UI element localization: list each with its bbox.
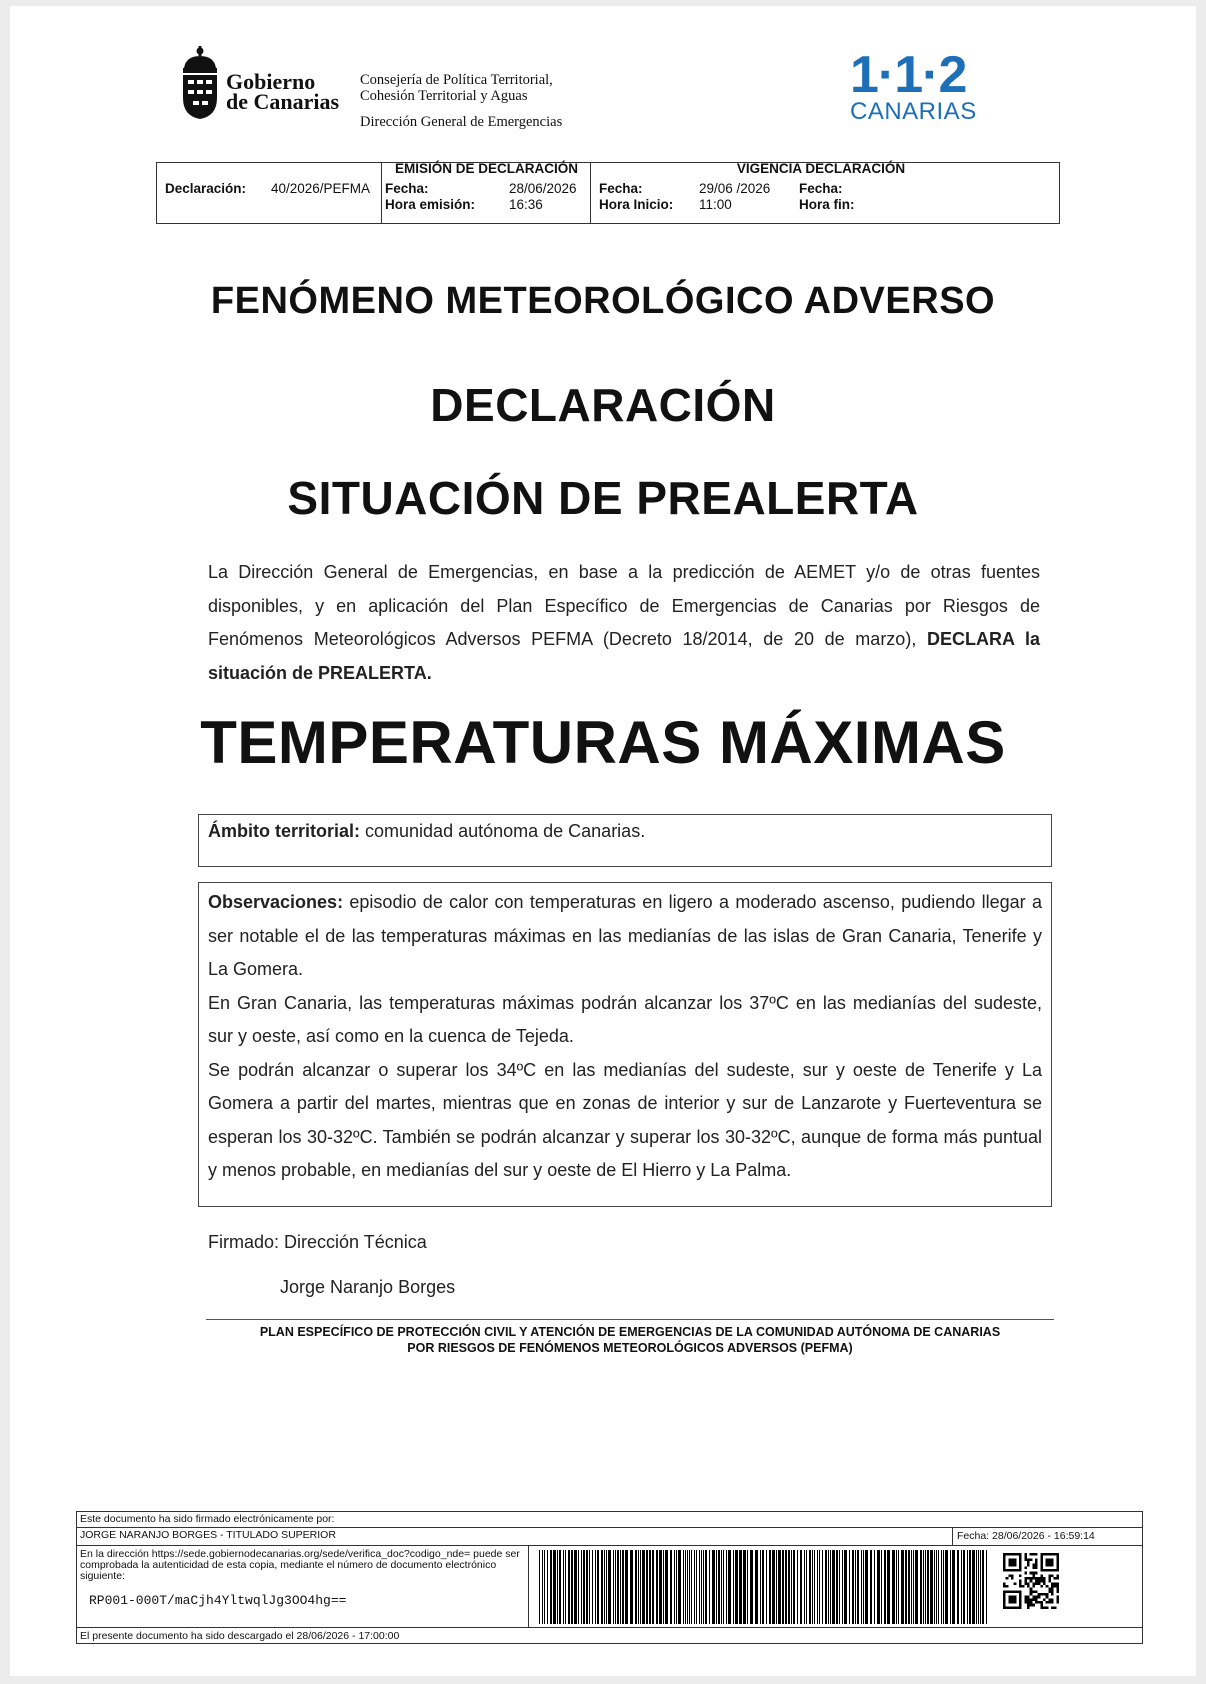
intro-bold-text: DECLARA la situación de PREALERTA.	[208, 629, 1040, 683]
ambito-line	[208, 815, 645, 847]
plan-divider	[206, 1319, 1054, 1320]
vigencia-fecha-fin-label: Fecha:	[799, 181, 843, 196]
consejeria-line1: Consejería de Política Territorial,	[360, 72, 553, 88]
declaration-table	[156, 162, 1060, 224]
logo-112: 1·1·2	[850, 46, 967, 104]
emision-header: EMISIÓN DE DECLARACIÓN	[395, 161, 579, 176]
gobierno-logo-text	[226, 69, 340, 114]
firmado-por-text: Este documento ha sido firmado electrónicamente por:	[80, 1513, 335, 1525]
observaciones-p3: Se podrán alcanzar o superar los 34ºC en las medianías del sudeste, sur y oeste de Tenerife y La Gomera a partir del martes, mientras que en zonas de interior y sur de Lanzarote y Fuerteventura se esperan los 30-32ºC. También se podrán alcanzar y superar los 30-32ºC, aunque de forma más puntual y menos probable, en medianías del sur y oeste de El Hierro y La Palma.	[208, 1059, 1042, 1180]
title-situacion: SITUACIÓN DE PREALERTA	[287, 472, 919, 524]
barcode-icon	[539, 1550, 989, 1624]
firmado-line: Firmado: Dirección Técnica	[208, 1232, 427, 1252]
vigencia-hora-inicio-label: Hora Inicio:	[599, 197, 674, 212]
title-fenomeno: FENÓMENO METEOROLÓGICO ADVERSO	[210, 280, 996, 322]
vigencia-fecha-value: 29/06 /2026	[699, 181, 771, 196]
signature-box	[76, 1511, 1143, 1644]
vigencia-hora-inicio-value: 11:00	[699, 197, 732, 212]
observaciones-p1	[208, 886, 1042, 987]
sig-row-last	[77, 1627, 1142, 1644]
ambito-box	[198, 814, 1052, 867]
emision-hora-label: Hora emisión:	[385, 197, 476, 212]
descargado-text: El presente documento ha sido descargado el 28/06/2026 - 17:00:00	[80, 1630, 400, 1642]
verificacion-cell	[77, 1545, 529, 1628]
fecha-firma-text: Fecha: 28/06/2026 - 16:59:14	[957, 1530, 1095, 1542]
observaciones-p1-text: episodio de calor con temperaturas en ligero a moderado ascenso, pudiendo llegar a ser notable el de las temperaturas máximas en las medianías de las islas de Gran Canaria, Tenerife y La Gomera.	[208, 892, 1042, 979]
emision-fecha-value: 28/06/2026	[509, 181, 577, 196]
qr-code-icon	[1003, 1553, 1059, 1609]
emision-hora-value: 16:36	[509, 197, 543, 212]
title-declaracion: DECLARACIÓN	[430, 379, 776, 431]
observaciones-box	[198, 882, 1052, 1207]
logo-112-canarias: CANARIAS	[850, 98, 977, 125]
document-page	[10, 6, 1196, 1676]
direccion-general: Dirección General de Emergencias	[360, 114, 563, 130]
declaracion-label: Declaración:	[165, 181, 247, 196]
codigo-documento: RP001-000T/maCjh4YltwqlJg3OO4hg==	[89, 1593, 347, 1608]
consejeria	[360, 72, 553, 104]
gobierno-line1: Gobierno	[226, 69, 316, 94]
vigencia-hora-fin-label: Hora fin:	[799, 197, 855, 212]
consejeria-line2: Cohesión Territorial y Aguas	[360, 88, 528, 104]
plan-line1: PLAN ESPECÍFICO DE PROTECCIÓN CIVIL Y ATENCIÓN DE EMERGENCIAS DE LA COMUNIDAD AUTÓNOMA DE CANARIAS	[259, 1325, 1001, 1339]
plan-line2: POR RIESGOS DE FENÓMENOS METEOROLÓGICOS ADVERSOS (PEFMA)	[407, 1341, 853, 1355]
emision-fecha-label: Fecha:	[385, 181, 429, 196]
intro-text: La Dirección General de Emergencias, en base a la predicción de AEMET y/o de otras fuentes disponibles, y en aplicación del Plan Específico de Emergencias de Canarias por Riesgos de Fenómenos Meteorológicos Adversos PEFMA (Decreto 18/2014, de 20 de marzo),	[208, 562, 1040, 649]
declaracion-value: 40/2026/PEFMA	[271, 181, 371, 196]
gobierno-line2: de Canarias	[226, 89, 340, 114]
sig-row-1	[77, 1512, 1142, 1528]
title-temperaturas: TEMPERATURAS MÁXIMAS	[200, 709, 1006, 776]
observaciones-text	[208, 886, 1042, 1188]
observaciones-label: Observaciones:	[208, 892, 344, 912]
vigencia-header: VIGENCIA DECLARACIÓN	[736, 161, 906, 176]
vigencia-fecha-label: Fecha:	[599, 181, 643, 196]
intro-paragraph	[208, 556, 1040, 690]
plan-text	[206, 1324, 1054, 1356]
sig-row-2	[77, 1527, 1142, 1546]
observaciones-p2: En Gran Canaria, las temperaturas máximas podrán alcanzar los 37ºC en las medianías del sudeste, sur y oeste, así como en la cuenca de Tejeda.	[208, 992, 1042, 1046]
firmante-text: JORGE NARANJO BORGES - TITULADO SUPERIOR	[80, 1529, 336, 1541]
ambito-label: Ámbito territorial:	[208, 821, 361, 841]
ambito-value: comunidad autónoma de Canarias.	[360, 821, 646, 841]
gobierno-canarias-crest-icon	[180, 46, 220, 120]
firmante-nombre: Jorge Naranjo Borges	[280, 1277, 456, 1297]
verificacion-text: En la dirección https://sede.gobiernodecanarias.org/sede/verifica_doc?codigo_nde= puede ser comprobada la autenticidad de esta copia, mediante el número de documento electrónico siguiente:	[80, 1548, 520, 1582]
